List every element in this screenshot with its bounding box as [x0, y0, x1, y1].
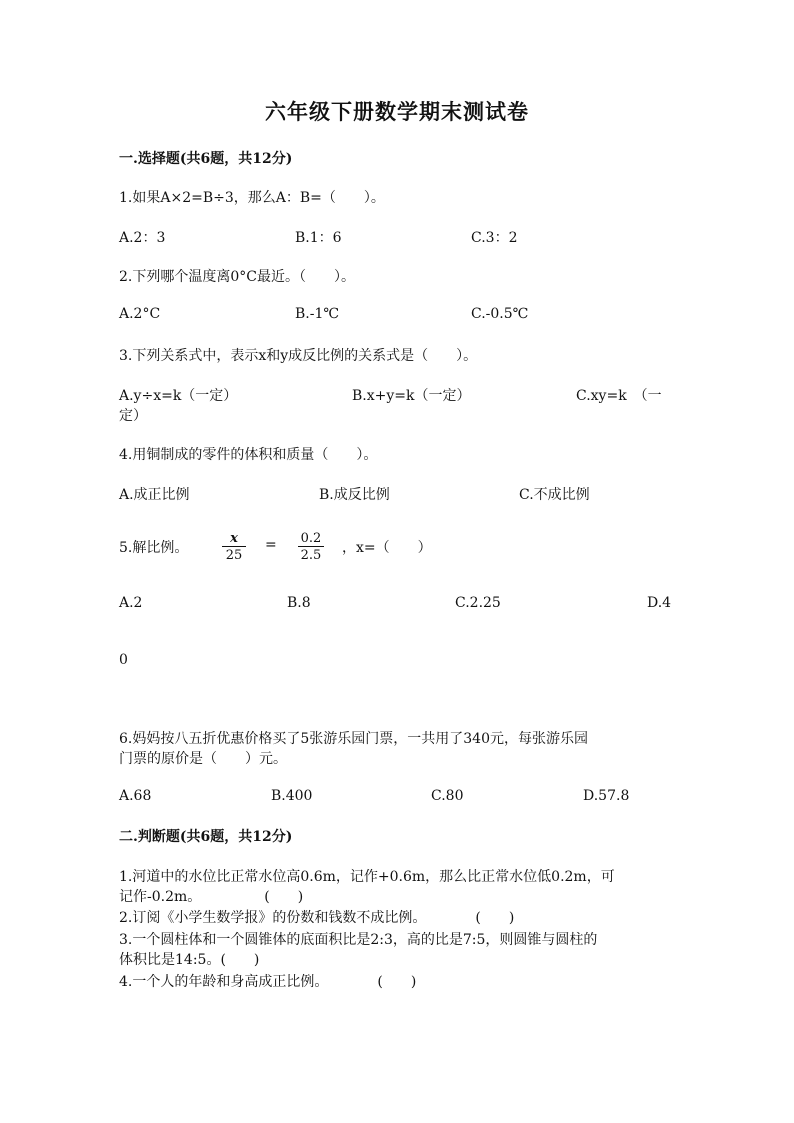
judge-4: 4.一个人的年龄和身高成正比例。 ( ) — [119, 974, 417, 990]
page-title: 六年级下册数学期末测试卷 — [265, 99, 529, 124]
question-5-option-a: A.2 — [119, 595, 143, 611]
question-3-option-c: C.xy=k （一 — [576, 388, 662, 404]
question-3-option-b: B.x+y=k（一定） — [352, 388, 471, 404]
question-6-option-b: B.400 — [271, 788, 313, 804]
judge-3-line-2: 体积比是14:5。( ) — [119, 952, 260, 968]
question-3-option-a: A.y÷x=k（一定） — [119, 388, 238, 404]
question-5-option-d-continued: 0 — [119, 652, 128, 668]
section-1-header: 一.选择题(共6题，共12分) — [119, 151, 293, 167]
question-4-option-a: A.成正比例 — [119, 487, 190, 503]
judge-2: 2.订阅《小学生数学报》的份数和钱数不成比例。 ( ) — [119, 910, 515, 926]
judge-1-line-2: 记作-0.2m。 ( ) — [119, 889, 304, 905]
question-1-option-c: C.3：2 — [471, 230, 518, 246]
fraction-1-numerator: x — [230, 531, 238, 546]
question-1-option-a: A.2：3 — [119, 230, 166, 246]
question-5-prefix: 5.解比例。 — [119, 540, 189, 556]
judge-3-line-1: 3.一个圆柱体和一个圆锥体的底面积比是2:3，高的比是7:5，则圆锥与圆柱的 — [119, 932, 598, 948]
question-6-option-c: C.80 — [431, 788, 464, 804]
question-6-option-a: A.68 — [119, 788, 152, 804]
fraction-0.2-over-2.5 — [298, 531, 324, 563]
fraction-1-denominator: 25 — [222, 546, 246, 563]
question-6-line-1: 6.妈妈按八五折优惠价格买了5张游乐园门票，一共用了340元，每张游乐园 — [119, 731, 588, 747]
question-3-text: 3.下列关系式中，表示x和y成反比例的关系式是（ ）。 — [119, 348, 478, 364]
question-3-option-c-continued: 定） — [119, 408, 147, 424]
question-5-option-c: C.2.25 — [455, 595, 501, 611]
question-1-text: 1.如果A×2=B÷3，那么A：B=（ ）。 — [119, 190, 385, 206]
section-2-header: 二.判断题(共6题，共12分) — [119, 829, 293, 845]
question-4-text: 4.用铜制成的零件的体积和质量（ ）。 — [119, 447, 378, 463]
question-1-option-b: B.1：6 — [295, 230, 342, 246]
judge-1-line-1: 1.河道中的水位比正常水位高0.6m，记作+0.6m，那么比正常水位低0.2m，可 — [119, 869, 615, 885]
question-2-option-c: C.-0.5℃ — [471, 306, 529, 322]
question-6-option-d: D.57.8 — [583, 788, 630, 804]
question-5-option-d: D.4 — [647, 595, 672, 611]
question-2-option-a: A.2°C — [119, 306, 161, 322]
fraction-x-over-25 — [222, 531, 246, 563]
question-5-option-b: B.8 — [287, 595, 311, 611]
fraction-2-denominator: 2.5 — [298, 546, 324, 563]
question-4-option-c: C.不成比例 — [519, 487, 590, 503]
question-5-suffix: ，x=（ ） — [342, 540, 432, 556]
equals-sign: = — [265, 537, 277, 553]
question-2-text: 2.下列哪个温度离0°C最近。（ ）。 — [119, 269, 355, 285]
question-2-option-b: B.-1℃ — [295, 306, 340, 322]
fraction-2-numerator: 0.2 — [300, 531, 322, 546]
question-6-line-2: 门票的原价是（ ）元。 — [119, 751, 287, 767]
question-4-option-b: B.成反比例 — [319, 487, 390, 503]
